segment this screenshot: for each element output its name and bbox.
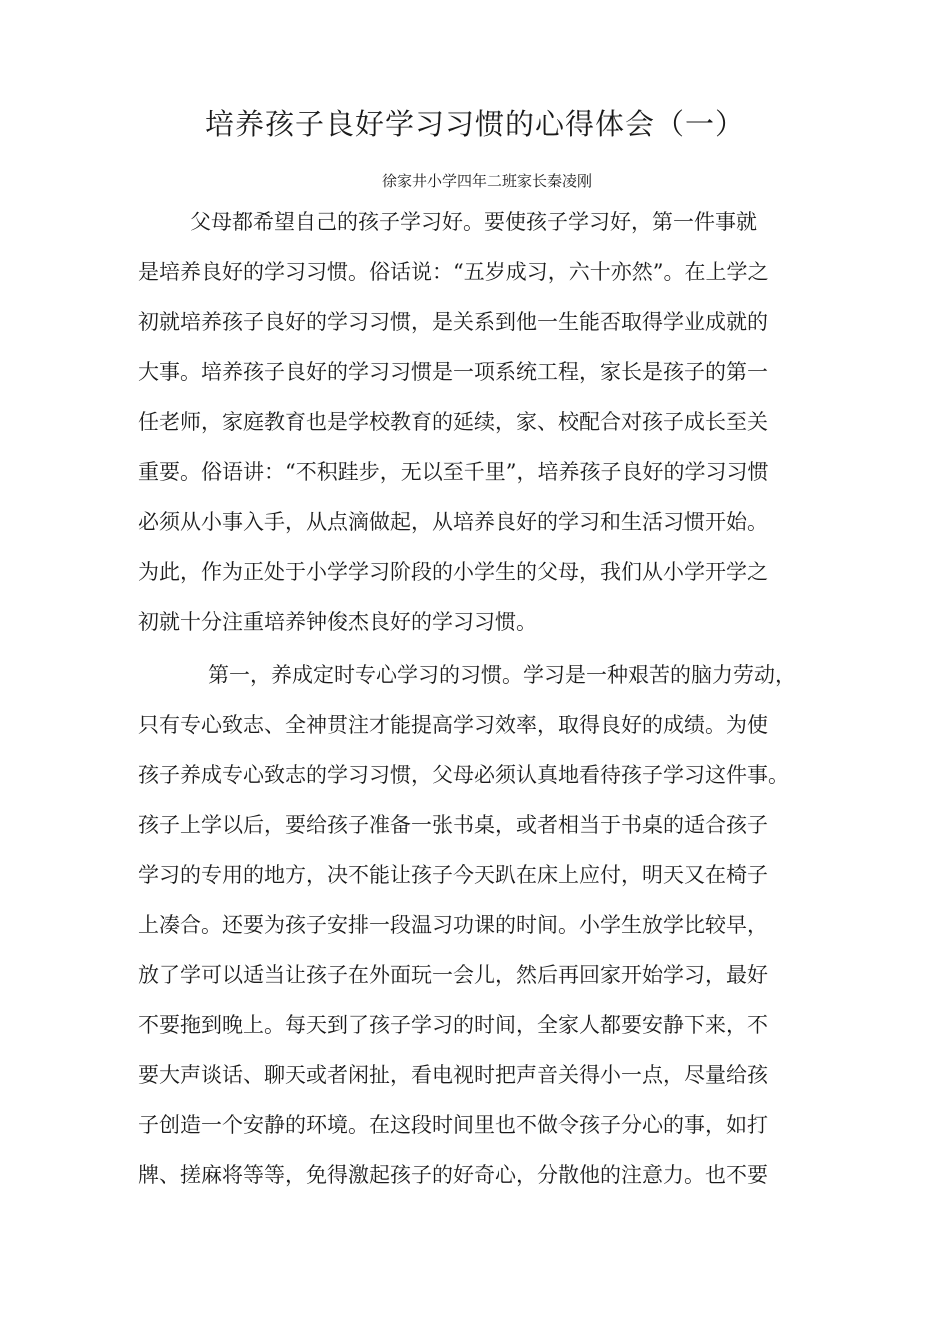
paragraph-line: 初就十分注重培养钟俊杰良好的学习习惯。	[138, 610, 537, 634]
paragraph-line: 牌、搓麻将等等，免得激起孩子的好奇心，分散他的注意力。也不要	[138, 1163, 768, 1187]
paragraph-line: 子创造一个安静的环境。在这段时间里也不做令孩子分心的事，如打	[138, 1113, 768, 1137]
paragraph-line: 必须从小事入手，从点滴做起，从培养良好的学习和生活习惯开始。	[138, 510, 768, 534]
paragraph-line: 放了学可以适当让孩子在外面玩一会儿，然后再回家开始学习，最好	[138, 963, 768, 987]
paragraph-line: 重要。俗语讲：“不积跬步，无以至千里”，培养孩子良好的学习习惯	[138, 460, 769, 484]
paragraph-line: 孩子养成专心致志的学习习惯，父母必须认真地看待孩子学习这件事。	[138, 763, 789, 787]
paragraph-line: 孩子上学以后，要给孩子准备一张书桌，或者相当于书桌的适合孩子	[138, 813, 768, 837]
paragraph-line: 初就培养孩子良好的学习习惯，是关系到他一生能否取得学业成就的	[138, 310, 768, 334]
paragraph-line: 为此，作为正处于小学学习阶段的小学生的父母，我们从小学开学之	[138, 560, 768, 584]
paragraph-line: 只有专心致志、全神贯注才能提高学习效率，取得良好的成绩。为使	[138, 713, 768, 737]
paragraph-line: 任老师，家庭教育也是学校教育的延续，家、校配合对孩子成长至关	[138, 410, 768, 434]
paragraph-line: 大事。培养孩子良好的学习习惯是一项系统工程，家长是孩子的第一	[138, 360, 768, 384]
author-line: 徐家井小学四年二班家长秦凌刚	[382, 172, 593, 190]
paragraph-line: 父母都希望自己的孩子学习好。要使孩子学习好，第一件事就	[190, 210, 757, 234]
paragraph-line: 上凑合。还要为孩子安排一段温习功课的时间。小学生放学比较早，	[138, 913, 768, 937]
paragraph-line: 学习的专用的地方，决不能让孩子今天趴在床上应付，明天又在椅子	[138, 863, 768, 887]
document-title: 培养孩子良好学习习惯的心得体会（一）	[204, 107, 745, 141]
paragraph-line: 是培养良好的学习习惯。俗话说：“五岁成习，六十亦然”。在上学之	[138, 260, 769, 284]
paragraph-line: 第一，养成定时专心学习的习惯。学习是一种艰苦的脑力劳动，	[208, 663, 796, 687]
paragraph-line: 要大声谈话、聊天或者闲扯，看电视时把声音关得小一点，尽量给孩	[138, 1063, 768, 1087]
paragraph-line: 不要拖到晚上。每天到了孩子学习的时间，全家人都要安静下来，不	[138, 1013, 768, 1037]
